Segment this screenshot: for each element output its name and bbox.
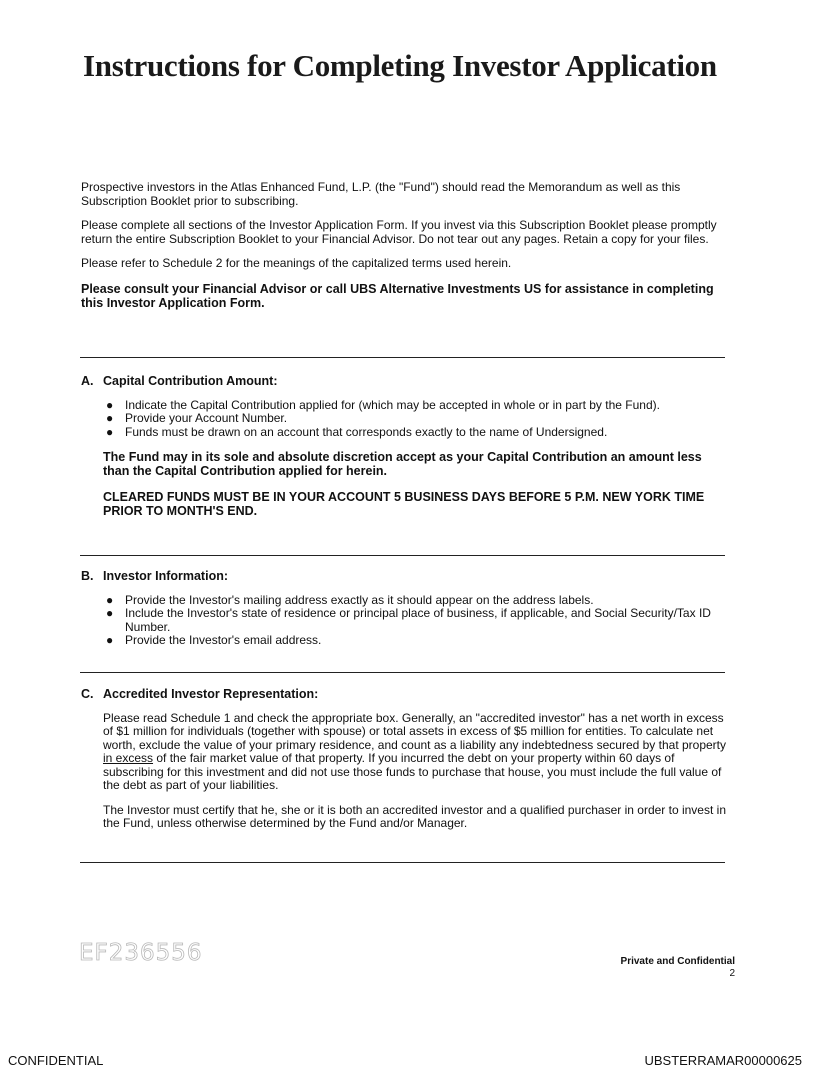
section-b-letter: B.: [81, 569, 94, 583]
section-a-cleared-funds-note: CLEARED FUNDS MUST BE IN YOUR ACCOUNT 5 BUSINESS DAYS BEFORE 5 P.M. NEW YORK TIME PRIOR TO MONTH'S END.: [103, 490, 705, 518]
section-c-letter: C.: [81, 687, 94, 701]
section-a-bullets: [103, 399, 726, 440]
private-confidential-block: [621, 956, 735, 980]
section-c-paragraph-2: The Investor must certify that he, she or it is both an accredited investor and a qualified purchaser in order to invest in the Fund, unless otherwise determined by the Fund and/or Manager.: [103, 802, 726, 830]
list-item: ● Funds must be drawn on an account that corresponds exactly to the name of Undersigned.: [106, 424, 608, 439]
section-b-bullets: [103, 594, 726, 648]
bullet-icon: ●: [106, 424, 114, 439]
bullet-icon: ●: [106, 633, 114, 647]
bullet-icon: ●: [106, 397, 114, 412]
bullet-icon: ●: [106, 411, 114, 425]
footer-bates-number: UBSTERRAMAR00000625: [644, 1053, 802, 1068]
divider: [80, 672, 725, 673]
section-b-heading: [81, 570, 726, 584]
section-b: [81, 570, 726, 659]
section-a: [81, 375, 726, 530]
section-a-discretion-note: The Fund may in its sole and absolute discretion accept as your Capital Contribution an amount less than the Capital Contribution applied for herein.: [103, 450, 702, 478]
section-b-title: Investor Information:: [103, 569, 229, 583]
list-item: ● Provide the Investor's mailing address exactly as it should appear on the address labels.: [106, 592, 594, 607]
private-confidential-label: Private and Confidential: [620, 956, 735, 967]
divider: [80, 555, 725, 556]
bullet-icon: ●: [106, 592, 114, 607]
intro-paragraph-3: Please refer to Schedule 2 for the meanings of the capitalized terms used herein.: [81, 256, 512, 270]
intro-consult-note: Please consult your Financial Advisor or call UBS Alternative Investments US for assistance in completing this Investor Application Form.: [81, 281, 714, 310]
list-item: ● Include the Investor's state of residence or principal place of business, if applicable, and Social Security/Tax ID Number.: [106, 606, 711, 634]
page-number: 2: [729, 968, 735, 979]
footer-confidential: CONFIDENTIAL: [8, 1053, 104, 1068]
list-item: ● Provide the Investor's email address.: [106, 633, 322, 647]
divider: [80, 357, 725, 358]
section-c-title: Accredited Investor Representation:: [103, 687, 319, 701]
divider: [80, 862, 725, 863]
intro-section: [81, 181, 726, 321]
intro-paragraph-2: Please complete all sections of the Investor Application Form. If you invest via this Subscription Booklet please promptly return the entire Subscription Booklet to your Financial Advisor. Do not tear out any pages. Retain a copy for your files.: [81, 218, 717, 246]
document-id-stamp: EF236556: [79, 940, 203, 966]
section-c: [81, 688, 726, 842]
section-a-letter: A.: [81, 374, 94, 388]
list-item: ● Indicate the Capital Contribution applied for (which may be accepted in whole or in part by the Fund).: [106, 397, 660, 412]
bullet-icon: ●: [106, 606, 114, 620]
section-a-heading: [81, 375, 726, 389]
intro-paragraph-1: Prospective investors in the Atlas Enhanced Fund, L.P. (the "Fund") should read the Memorandum as well as this Subscription Booklet prior to subscribing.: [81, 180, 681, 208]
page-title: Instructions for Completing Investor Application: [83, 48, 717, 83]
section-c-paragraph-1: Please read Schedule 1 and check the appropriate box. Generally, an "accredited investor" has a net worth in excess of $1 million for individuals (together with spouse) or total assets in excess of $5 million for entities. To calculate net worth, exclude the value of your primary residence, and count as a liability any indebtedness secured by that property in excess of the fair market value of that property. If you incurred the debt on your property within 60 days of subscribing for this investment and did not use those funds to purchase that house, you must include the full value of the debt as part of your liabilities.: [103, 710, 727, 792]
list-item: ● Provide your Account Number.: [106, 411, 288, 425]
section-a-title: Capital Contribution Amount:: [103, 374, 278, 388]
section-c-heading: [81, 688, 726, 702]
